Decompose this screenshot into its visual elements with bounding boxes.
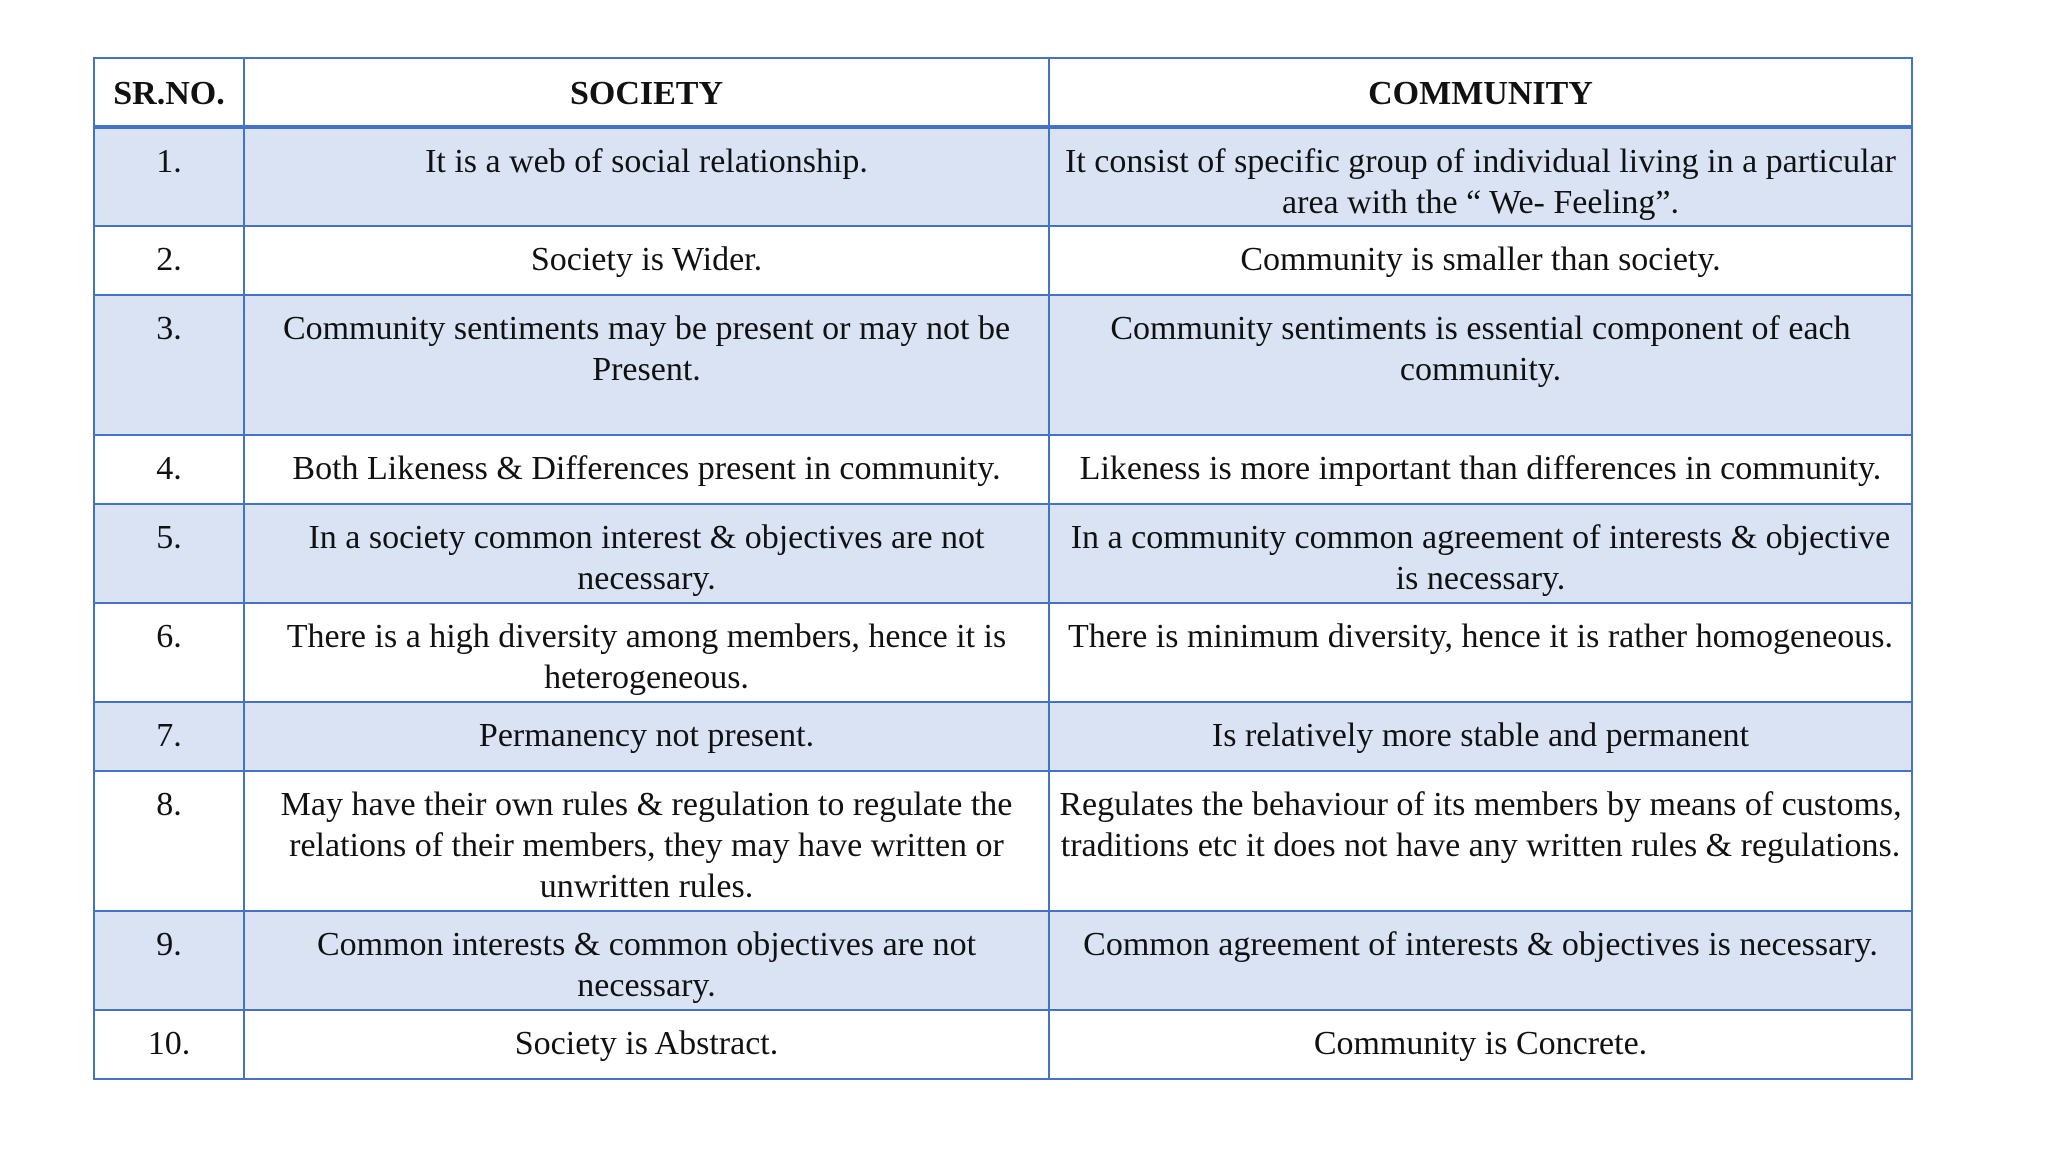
- community-cell: Community sentiments is essential component of each community.: [1049, 295, 1912, 435]
- header-community: COMMUNITY: [1049, 58, 1912, 127]
- table-row: [94, 603, 1912, 702]
- community-cell: Community is smaller than society.: [1049, 226, 1912, 295]
- row-number: 7.: [94, 702, 244, 771]
- society-cell: There is a high diversity among members, hence it is heterogeneous.: [244, 603, 1049, 702]
- society-cell: Permanency not present.: [244, 702, 1049, 771]
- society-cell: Society is Abstract.: [244, 1010, 1049, 1079]
- society-cell: It is a web of social relationship.: [244, 127, 1049, 226]
- society-cell: Common interests & common objectives are not necessary.: [244, 911, 1049, 1010]
- header-sr-no: SR.NO.: [94, 58, 244, 127]
- table-row: [94, 295, 1912, 435]
- row-number: 9.: [94, 911, 244, 1010]
- comparison-table-container: [93, 57, 1911, 1080]
- society-cell: May have their own rules & regulation to regulate the relations of their members, they may have written or unwritten rules.: [244, 771, 1049, 911]
- header-society: SOCIETY: [244, 58, 1049, 127]
- table-row: [94, 702, 1912, 771]
- society-vs-community-table: [93, 57, 1913, 1080]
- community-cell: There is minimum diversity, hence it is rather homogeneous.: [1049, 603, 1912, 702]
- row-number: 1.: [94, 127, 244, 226]
- table-row: [94, 1010, 1912, 1079]
- row-number: 6.: [94, 603, 244, 702]
- society-cell: Community sentiments may be present or may not be Present.: [244, 295, 1049, 435]
- society-cell: Both Likeness & Differences present in community.: [244, 435, 1049, 504]
- society-cell: Society is Wider.: [244, 226, 1049, 295]
- community-cell: In a community common agreement of interests & objective is necessary.: [1049, 504, 1912, 603]
- row-number: 8.: [94, 771, 244, 911]
- table-row: [94, 226, 1912, 295]
- table-row: [94, 127, 1912, 226]
- table-row: [94, 911, 1912, 1010]
- community-cell: Is relatively more stable and permanent: [1049, 702, 1912, 771]
- community-cell: Regulates the behaviour of its members by means of customs, traditions etc it does not have any written rules & regulations.: [1049, 771, 1912, 911]
- community-cell: Community is Concrete.: [1049, 1010, 1912, 1079]
- community-cell: Common agreement of interests & objectives is necessary.: [1049, 911, 1912, 1010]
- table-row: [94, 504, 1912, 603]
- community-cell: Likeness is more important than differences in community.: [1049, 435, 1912, 504]
- row-number: 10.: [94, 1010, 244, 1079]
- table-row: [94, 435, 1912, 504]
- table-header-row: [94, 58, 1912, 127]
- table-row: [94, 771, 1912, 911]
- row-number: 3.: [94, 295, 244, 435]
- row-number: 2.: [94, 226, 244, 295]
- society-cell: In a society common interest & objectives are not necessary.: [244, 504, 1049, 603]
- row-number: 5.: [94, 504, 244, 603]
- row-number: 4.: [94, 435, 244, 504]
- community-cell: It consist of specific group of individual living in a particular area with the “ We- Feeling”.: [1049, 127, 1912, 226]
